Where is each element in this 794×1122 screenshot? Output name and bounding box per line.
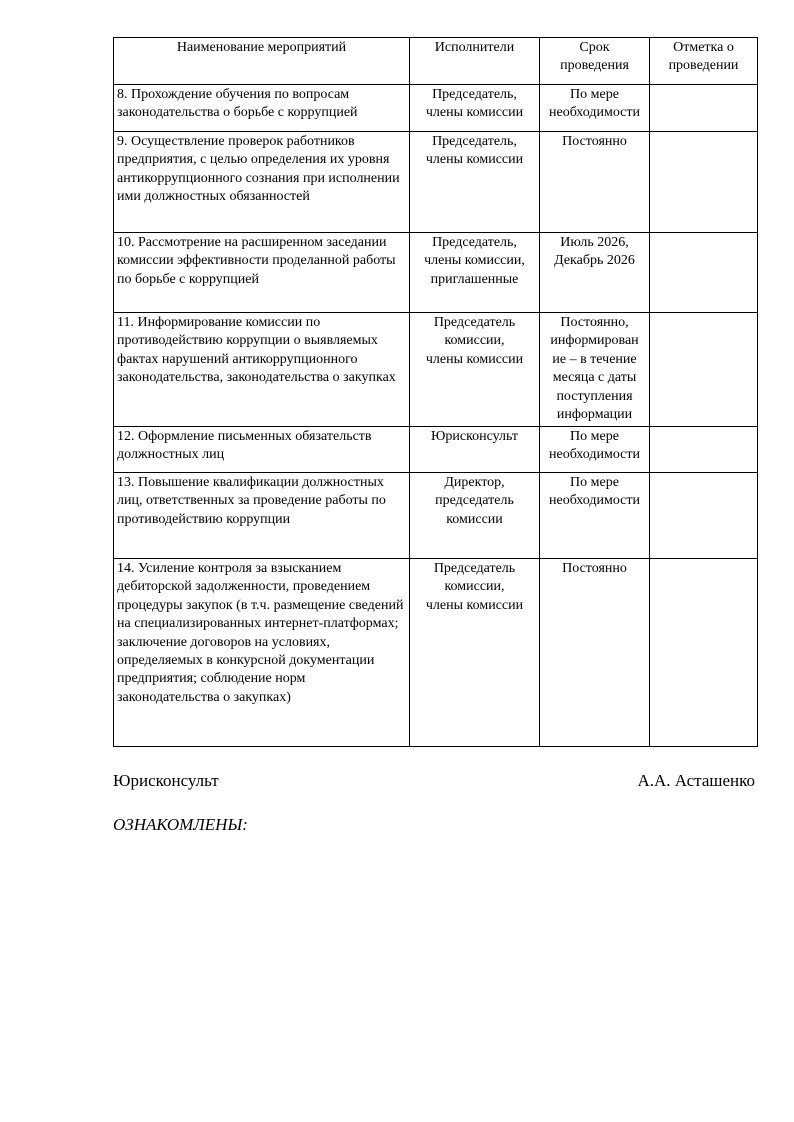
measure-cell: 9. Осуществление проверок работников предприятия, с целью определения их уровня антикоррупционного сознания при исполнении ими должностных обязанностей xyxy=(114,132,410,233)
executors-cell: Председатель комиссии, члены комиссии xyxy=(410,313,540,427)
measures-table xyxy=(113,37,758,747)
table-header-row xyxy=(114,38,758,85)
mark-cell xyxy=(650,427,758,473)
header-term: Срок проведения xyxy=(540,38,650,85)
header-measure: Наименование мероприятий xyxy=(114,38,410,85)
term-cell: По мере необходимости xyxy=(540,473,650,559)
table-row xyxy=(114,85,758,132)
measure-cell: 13. Повышение квалификации должностных лиц, ответственных за проведение работы по противодействию коррупции xyxy=(114,473,410,559)
measure-cell: 14. Усиление контроля за взысканием дебиторской задолженности, проведением процедуры закупок (в т.ч. размещение сведений на специализированных интернет-платформах; заключение договоров на условиях, определяемых в конкурсной документации предприятия; соблюдение норм законодательства о закупках) xyxy=(114,559,410,747)
executors-cell: Юрисконсульт xyxy=(410,427,540,473)
header-mark: Отметка о проведении xyxy=(650,38,758,85)
mark-cell xyxy=(650,313,758,427)
table-row xyxy=(114,132,758,233)
term-cell: По мере необходимости xyxy=(540,85,650,132)
table-row xyxy=(114,473,758,559)
term-cell: Постоянно xyxy=(540,132,650,233)
term-cell: По мере необходимости xyxy=(540,427,650,473)
mark-cell xyxy=(650,473,758,559)
executors-cell: Директор, председатель комиссии xyxy=(410,473,540,559)
executors-cell: Председатель, члены комиссии, приглашенные xyxy=(410,233,540,313)
mark-cell xyxy=(650,85,758,132)
header-executors: Исполнители xyxy=(410,38,540,85)
table-row xyxy=(114,559,758,747)
executors-cell: Председатель комиссии, члены комиссии xyxy=(410,559,540,747)
mark-cell xyxy=(650,233,758,313)
mark-cell xyxy=(650,132,758,233)
table-row xyxy=(114,427,758,473)
table-row xyxy=(114,233,758,313)
executors-cell: Председатель, члены комиссии xyxy=(410,132,540,233)
term-cell: Постоянно, информирован ие – в течение месяца с даты поступления информации xyxy=(540,313,650,427)
term-cell: Июль 2026, Декабрь 2026 xyxy=(540,233,650,313)
measure-cell: 11. Информирование комиссии по противодействию коррупции о выявляемых фактах нарушений антикоррупционного законодательства, законодательства о закупках xyxy=(114,313,410,427)
executors-cell: Председатель, члены комиссии xyxy=(410,85,540,132)
table-row xyxy=(114,313,758,427)
mark-cell xyxy=(650,559,758,747)
term-cell: Постоянно xyxy=(540,559,650,747)
acknowledged-heading: ОЗНАКОМЛЕНЫ: xyxy=(113,815,248,834)
signature-position: Юрисконсульт xyxy=(113,771,219,790)
measure-cell: 10. Рассмотрение на расширенном заседании комиссии эффективности проделанной работы по борьбе с коррупцией xyxy=(114,233,410,313)
signature-name: А.А. Асташенко xyxy=(637,771,755,790)
measure-cell: 12. Оформление письменных обязательств должностных лиц xyxy=(114,427,410,473)
measure-cell: 8. Прохождение обучения по вопросам законодательства о борьбе с коррупцией xyxy=(114,85,410,132)
